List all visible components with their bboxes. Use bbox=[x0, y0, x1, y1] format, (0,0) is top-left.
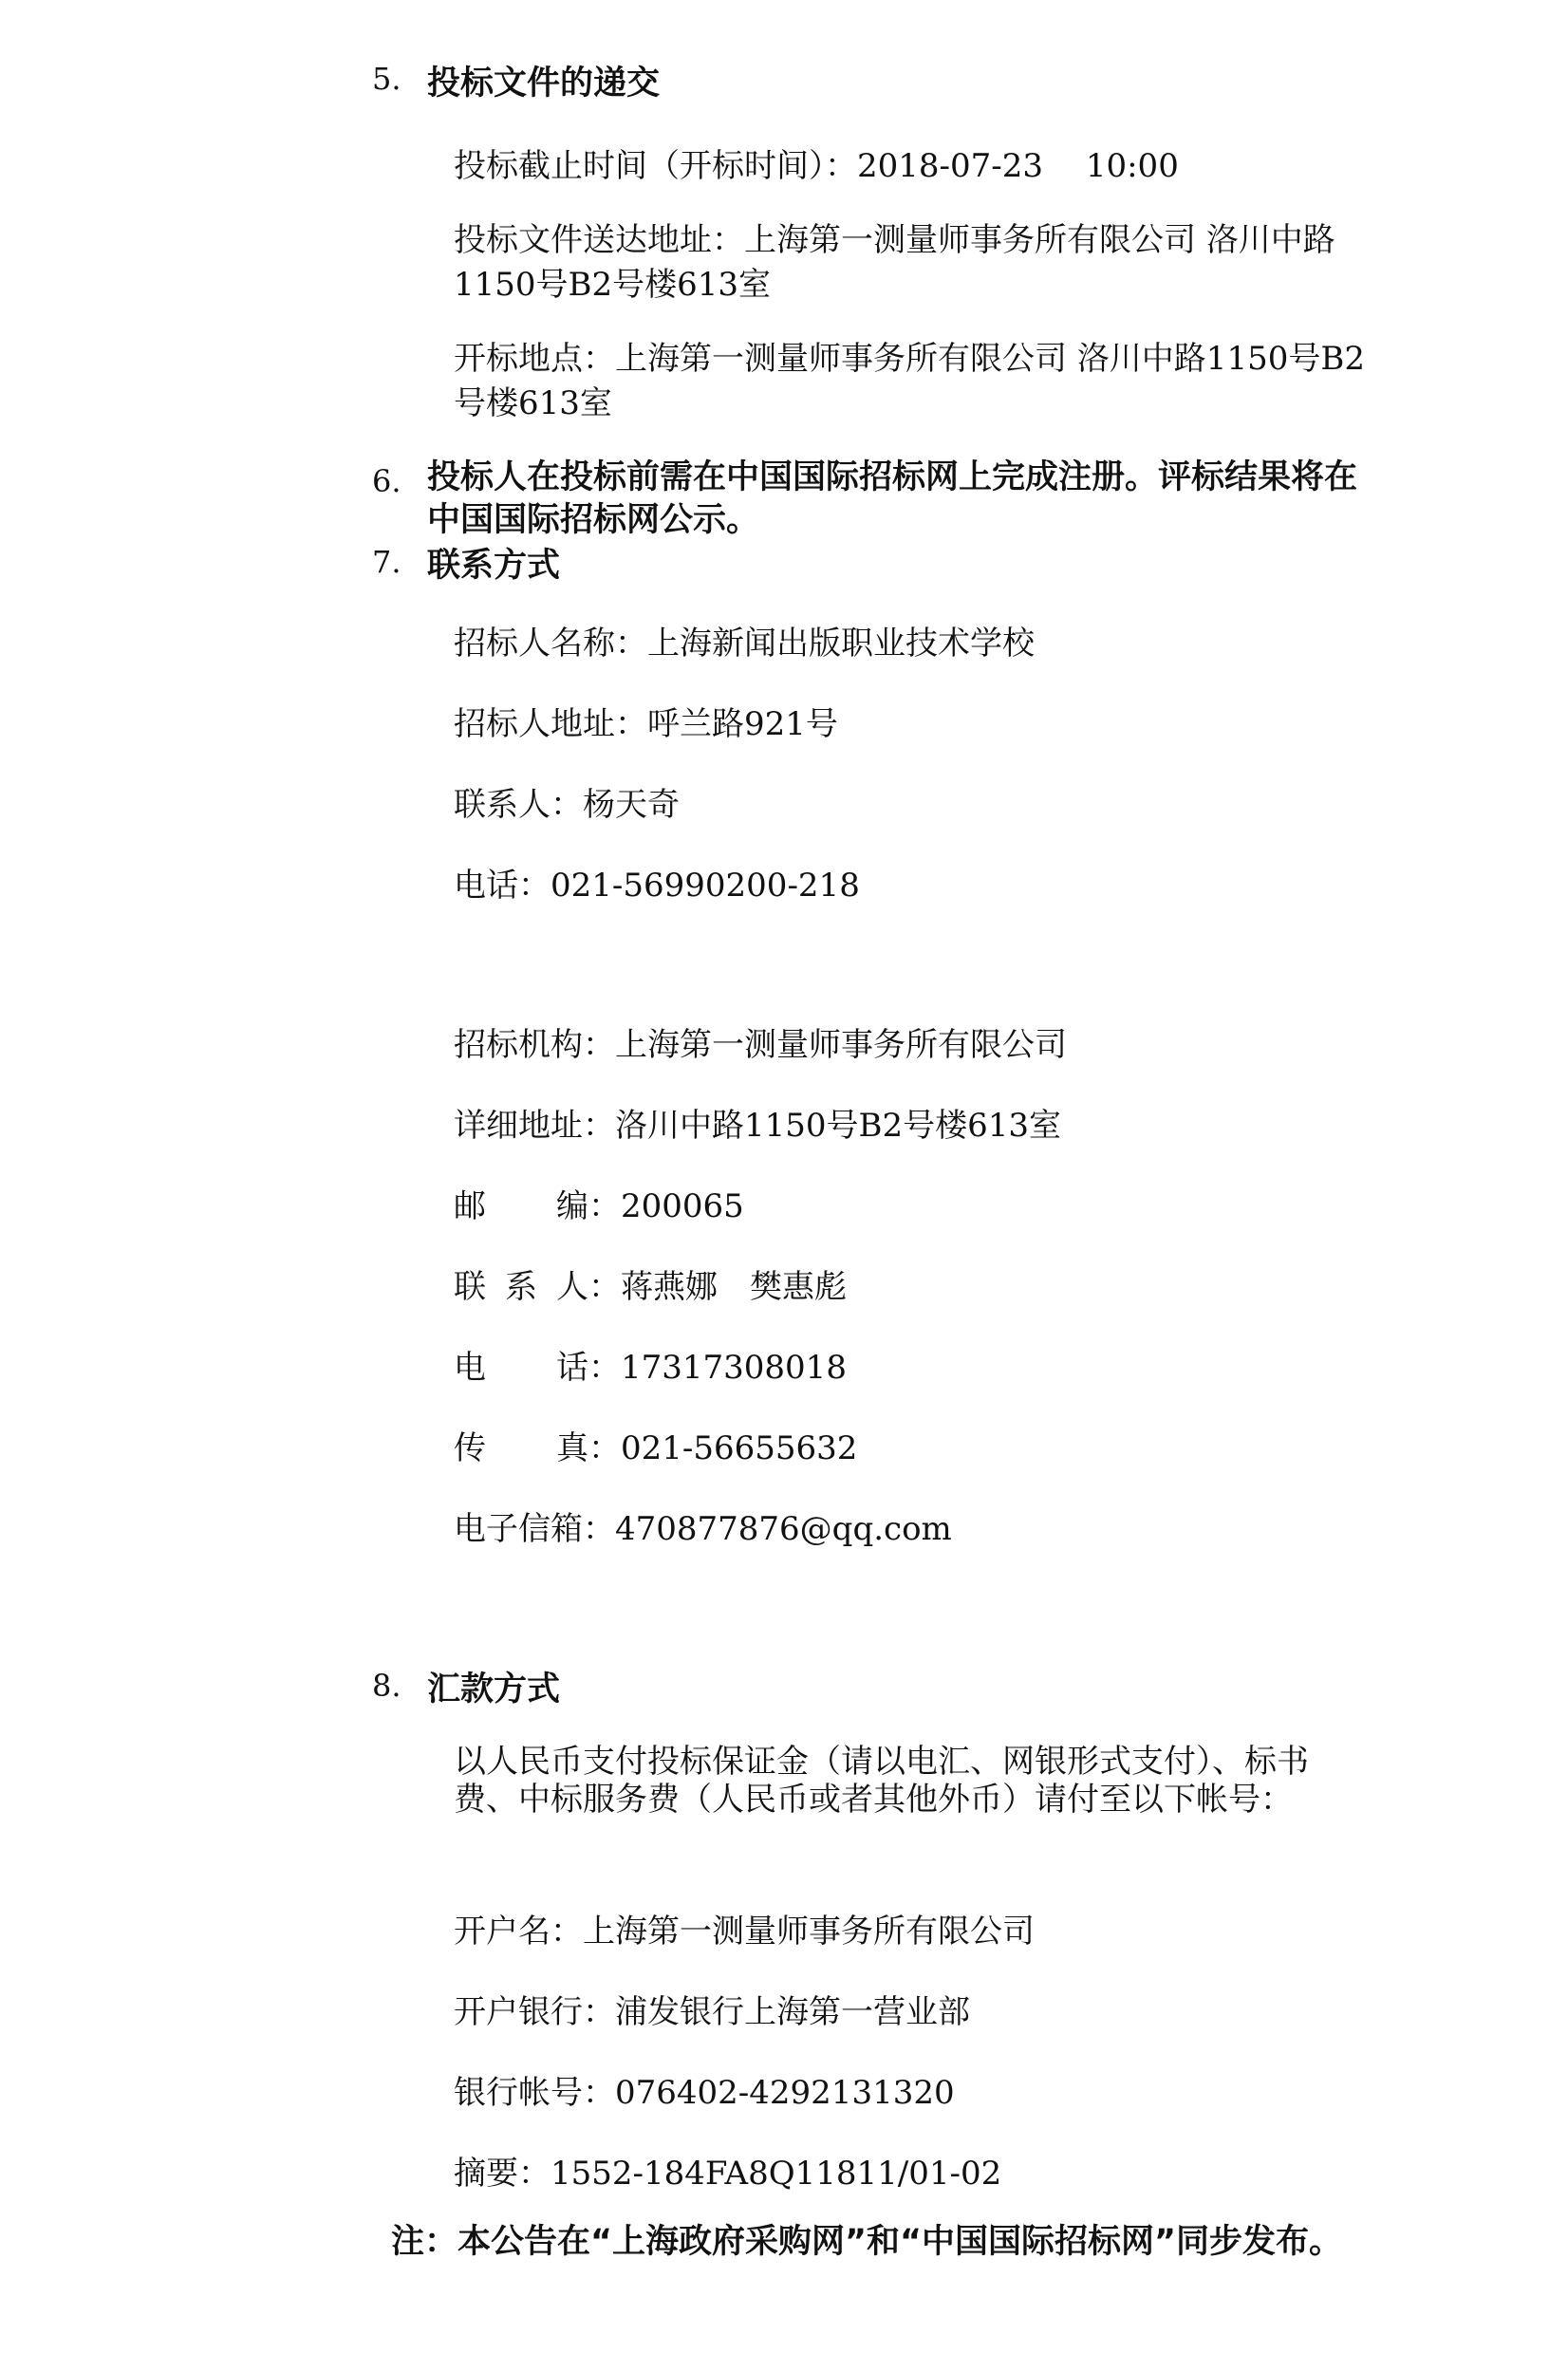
postcode-value: ：200065 bbox=[588, 1187, 744, 1225]
agency-contact-value: ：蒋燕娜 樊惠彪 bbox=[588, 1268, 847, 1306]
phone-label-b: 话 bbox=[556, 1349, 588, 1387]
agency-fax-row bbox=[454, 1422, 857, 1468]
tenderer-name: 招标人名称：上海新闻出版职业技术学校 bbox=[454, 625, 1035, 663]
bid-deadline: 投标截止时间（开标时间）：2018-07-23 10:00 bbox=[454, 147, 1179, 185]
section-5-title: 投标文件的递交 bbox=[427, 65, 661, 103]
tenderer-contact: 联系人：杨天奇 bbox=[454, 786, 680, 824]
section-7-title: 联系方式 bbox=[427, 547, 561, 585]
agency-fax-value: ：021-56655632 bbox=[588, 1429, 858, 1467]
contact-label-a: 联 bbox=[454, 1268, 486, 1306]
agency-phone-value: ：17317308018 bbox=[588, 1349, 847, 1387]
publication-note: 注：本公告在“上海政府采购网”和“中国国际招标网”同步发布。 bbox=[391, 2223, 1343, 2261]
section-7-number: 7. bbox=[372, 544, 401, 580]
section-8-number: 8. bbox=[372, 1668, 401, 1704]
section-8-title: 汇款方式 bbox=[427, 1671, 561, 1708]
agency-name: 招标机构：上海第一测量师事务所有限公司 bbox=[454, 1026, 1067, 1064]
section-5-number: 5. bbox=[372, 61, 401, 97]
agency-address: 详细地址：洛川中路1150号B2号楼613室 bbox=[454, 1107, 1062, 1145]
postcode-label-b: 编 bbox=[556, 1187, 588, 1225]
tenderer-phone: 电话：021-56990200-218 bbox=[454, 867, 860, 905]
contact-label-b: 系 bbox=[505, 1268, 537, 1306]
fax-label-a: 传 bbox=[454, 1429, 486, 1467]
tenderer-address: 招标人地址：呼兰路921号 bbox=[454, 705, 838, 743]
bid-delivery-address: 投标文件送达地址：上海第一测量师事务所有限公司 洛川中路1150号B2号楼613室 bbox=[454, 221, 1335, 304]
account-number: 银行帐号：076402-4292131320 bbox=[454, 2074, 955, 2112]
agency-contact-row bbox=[454, 1260, 847, 1307]
payment-intro: 以人民币支付投标保证金（请以电汇、网银形式支付）、标书费、中标服务费（人民币或者其他外币）请付至以下帐号： bbox=[454, 1743, 1309, 1819]
section-6-text: 投标人在投标前需在中国国际招标网上完成注册。评标结果将在中国国际招标网公示。 bbox=[427, 458, 1358, 539]
phone-label-a: 电 bbox=[454, 1349, 486, 1387]
postcode-label-a: 邮 bbox=[454, 1187, 486, 1225]
fax-label-b: 真 bbox=[556, 1429, 588, 1467]
bank-name: 开户银行：浦发银行上海第一营业部 bbox=[454, 1993, 970, 2031]
agency-email: 电子信箱：470877876@qq.com bbox=[454, 1510, 952, 1548]
section-6-number: 6. bbox=[372, 463, 401, 499]
postcode-row bbox=[454, 1180, 744, 1226]
payment-memo: 摘要：1552-184FA8Q11811/01-02 bbox=[454, 2155, 1002, 2193]
contact-label-c: 人 bbox=[556, 1268, 588, 1306]
bid-opening-place: 开标地点：上海第一测量师事务所有限公司 洛川中路1150号B2号楼613室 bbox=[454, 340, 1365, 422]
agency-phone-row bbox=[454, 1341, 847, 1388]
account-name: 开户名：上海第一测量师事务所有限公司 bbox=[454, 1913, 1035, 1951]
